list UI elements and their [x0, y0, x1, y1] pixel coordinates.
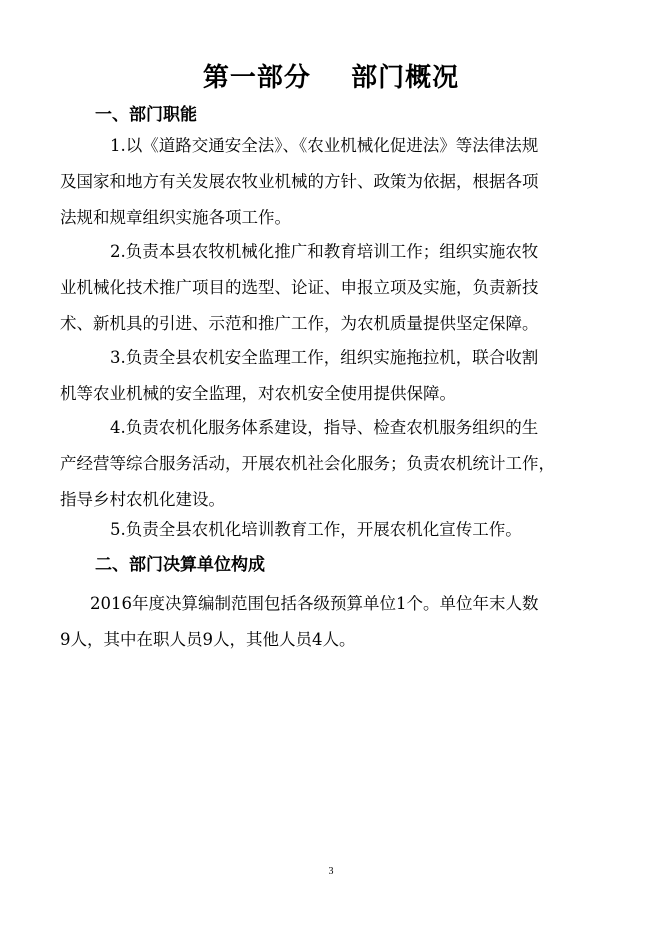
page-number: 3	[328, 866, 334, 877]
section-heading-units: 二、部门决算单位构成	[95, 555, 265, 575]
text-line: 法规和规章组织实施各项工作。	[60, 208, 291, 227]
section-heading-functions: 一、部门职能	[95, 105, 197, 125]
text-line: 9人，其中在职人员9人，其他人员4人。	[60, 630, 356, 649]
text-line: 及国家和地方有关发展农牧业机械的方针、政策为依据，根据各项	[60, 172, 539, 191]
text-line: 产经营等综合服务活动，开展农机社会化服务；负责农机统计工作，	[60, 454, 555, 473]
text-line: 2016年度决算编制范围包括各级预算单位1个。单位年末人数	[90, 594, 539, 613]
paragraph-function-3	[60, 340, 605, 412]
paragraph-function-5	[60, 512, 605, 548]
paragraph-function-4	[60, 410, 605, 518]
text-line: 4.负责农机化服务体系建设，指导、检查农机服务组织的生	[110, 418, 539, 437]
text-line: 术、新机具的引进、示范和推广工作，为农机质量提供坚定保障。	[60, 314, 539, 333]
text-line: 5.负责全县农机化培训教育工作，开展农机化宣传工作。	[110, 520, 522, 539]
paragraph-function-2	[60, 234, 605, 342]
text-line: 业机械化技术推广项目的选型、论证、申报立项及实施，负责新技	[60, 278, 539, 297]
text-line: 指导乡村农机化建设。	[60, 490, 225, 509]
paragraph-function-1	[60, 128, 605, 236]
text-line: 机等农业机械的安全监理，对农机安全使用提供保障。	[60, 384, 456, 403]
page-title: 第一部分 部门概况	[202, 63, 460, 93]
text-line: 2.负责本县农牧机械化推广和教育培训工作；组织实施农牧	[110, 242, 539, 261]
paragraph-units	[60, 586, 605, 658]
text-line: 3.负责全县农机安全监理工作，组织实施拖拉机，联合收割	[110, 348, 539, 367]
text-line: 1.以《道路交通安全法》、《农业机械化促进法》等法律法规	[110, 136, 539, 155]
